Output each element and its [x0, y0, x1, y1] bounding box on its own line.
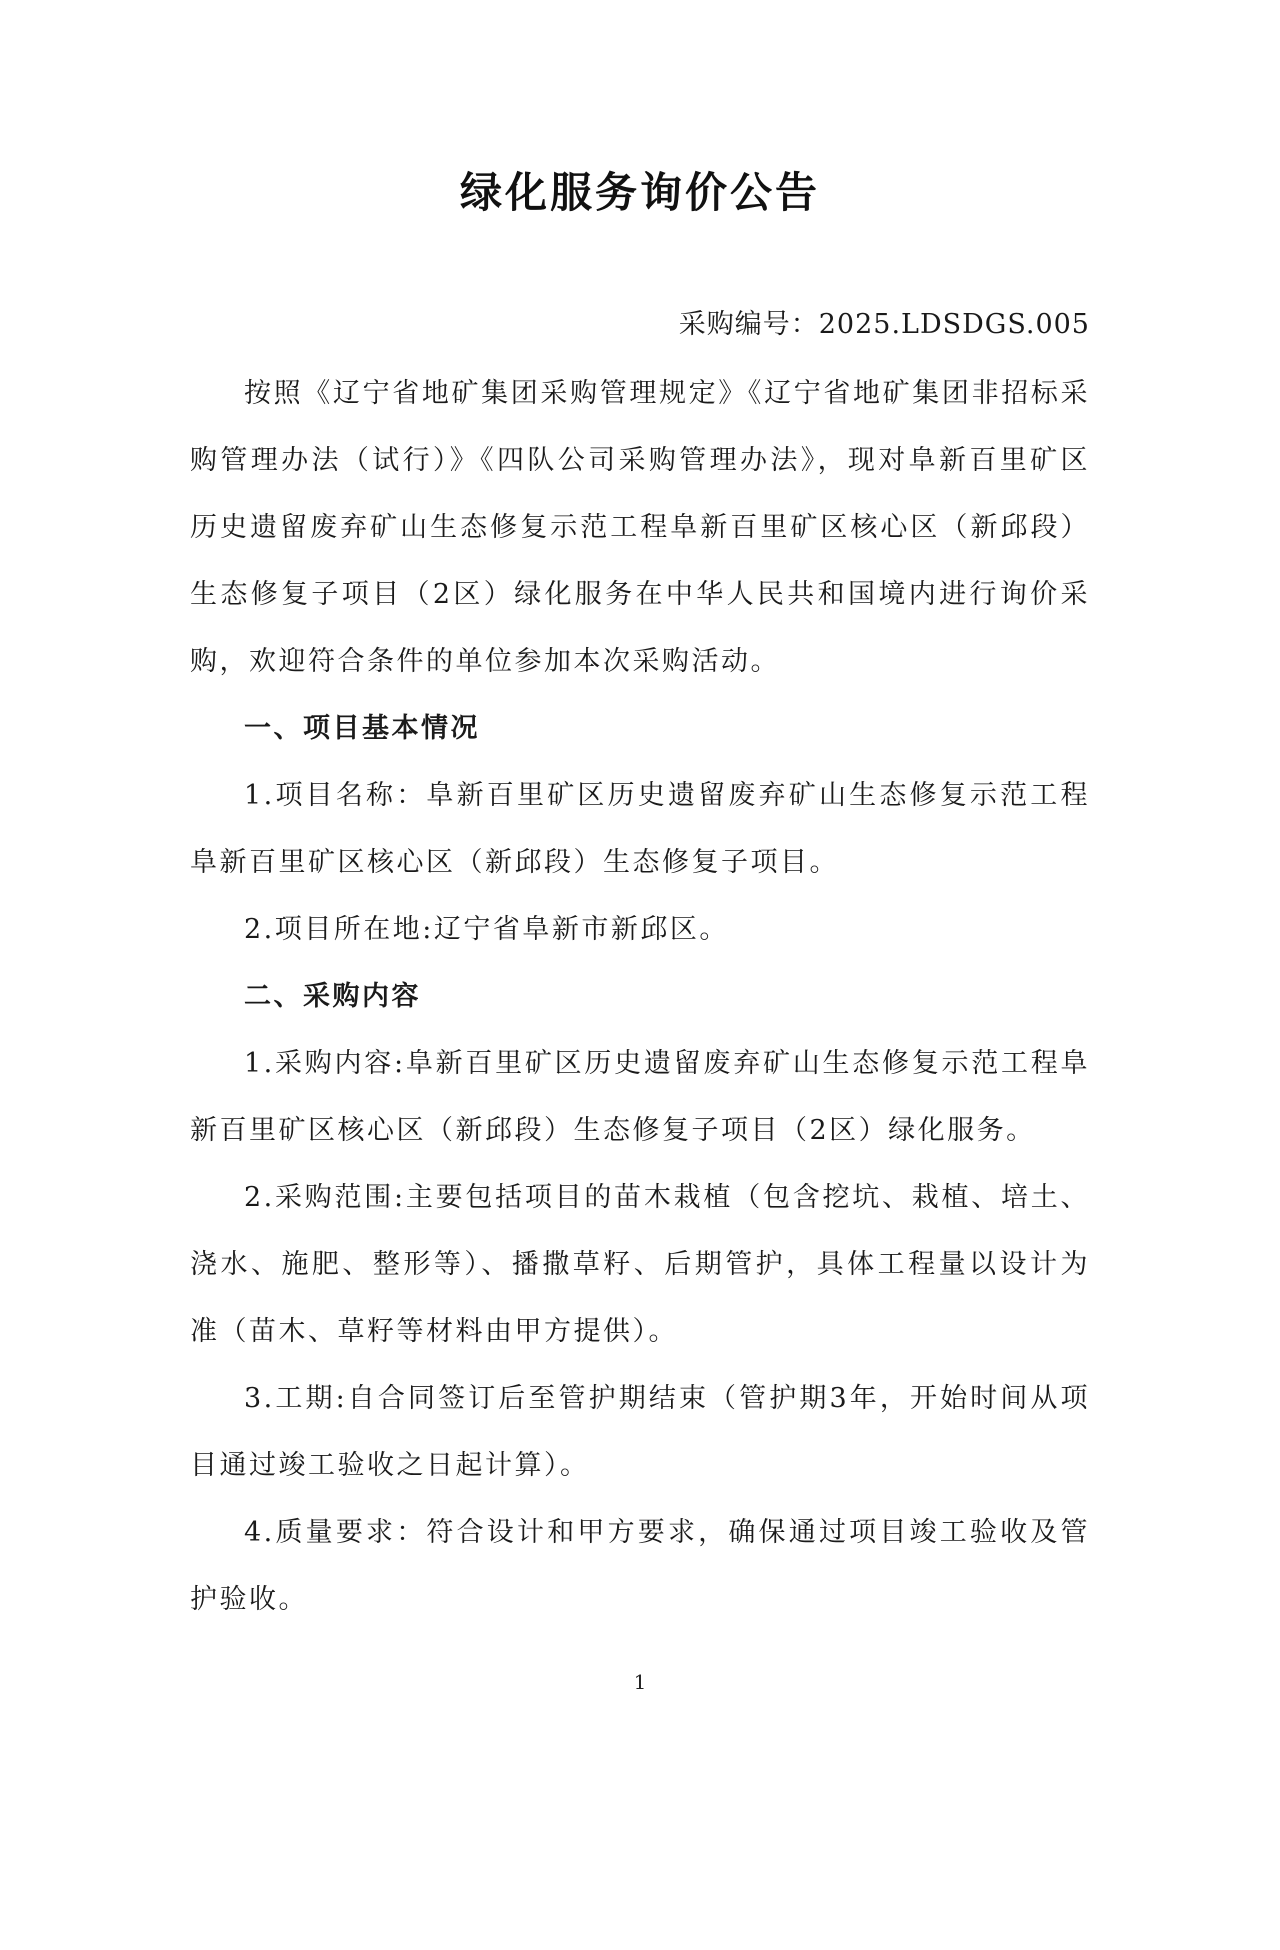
section-heading-basic-info: 一、项目基本情况 [244, 713, 480, 744]
quality-paragraph: 4.质量要求：符合设计和甲方要求，确保通过项目竣工验收及管护验收。 [190, 1517, 1090, 1615]
schedule-paragraph: 3.工期:自合同签订后至管护期结束（管护期3年，开始时间从项目通过竣工验收之日起计算）。 [190, 1383, 1090, 1481]
procurement-scope-paragraph: 2.采购范围:主要包括项目的苗木栽植（包含挖坑、栽植、培土、浇水、施肥、整形等）、播撒草籽、后期管护，具体工程量以设计为准（苗木、草籽等材料由甲方提供）。 [190, 1182, 1090, 1347]
page-number: 1 [633, 1670, 647, 1694]
intro-paragraph: 按照《辽宁省地矿集团采购管理规定》《辽宁省地矿集团非招标采购管理办法（试行）》《四队公司采购管理办法》，现对阜新百里矿区历史遗留废弃矿山生态修复示范工程阜新百里矿区核心区（新邱段）生态修复子项目（2区）绿化服务在中华人民共和国境内进行询价采购，欢迎符合条件的单位参加本次采购活动。 [190, 378, 1090, 677]
section-heading-procurement-content: 二、采购内容 [244, 981, 421, 1012]
page-title: 绿化服务询价公告 [459, 168, 820, 217]
procurement-number: 采购编号：2025.LDSDGS.005 [678, 309, 1090, 340]
project-name-paragraph: 1.项目名称：阜新百里矿区历史遗留废弃矿山生态修复示范工程阜新百里矿区核心区（新邱段）生态修复子项目。 [190, 780, 1090, 878]
document-body [190, 360, 1090, 1633]
procurement-content-paragraph: 1.采购内容:阜新百里矿区历史遗留废弃矿山生态修复示范工程阜新百里矿区核心区（新邱段）生态修复子项目（2区）绿化服务。 [190, 1048, 1090, 1146]
project-location-paragraph: 2.项目所在地:辽宁省阜新市新邱区。 [244, 914, 729, 945]
